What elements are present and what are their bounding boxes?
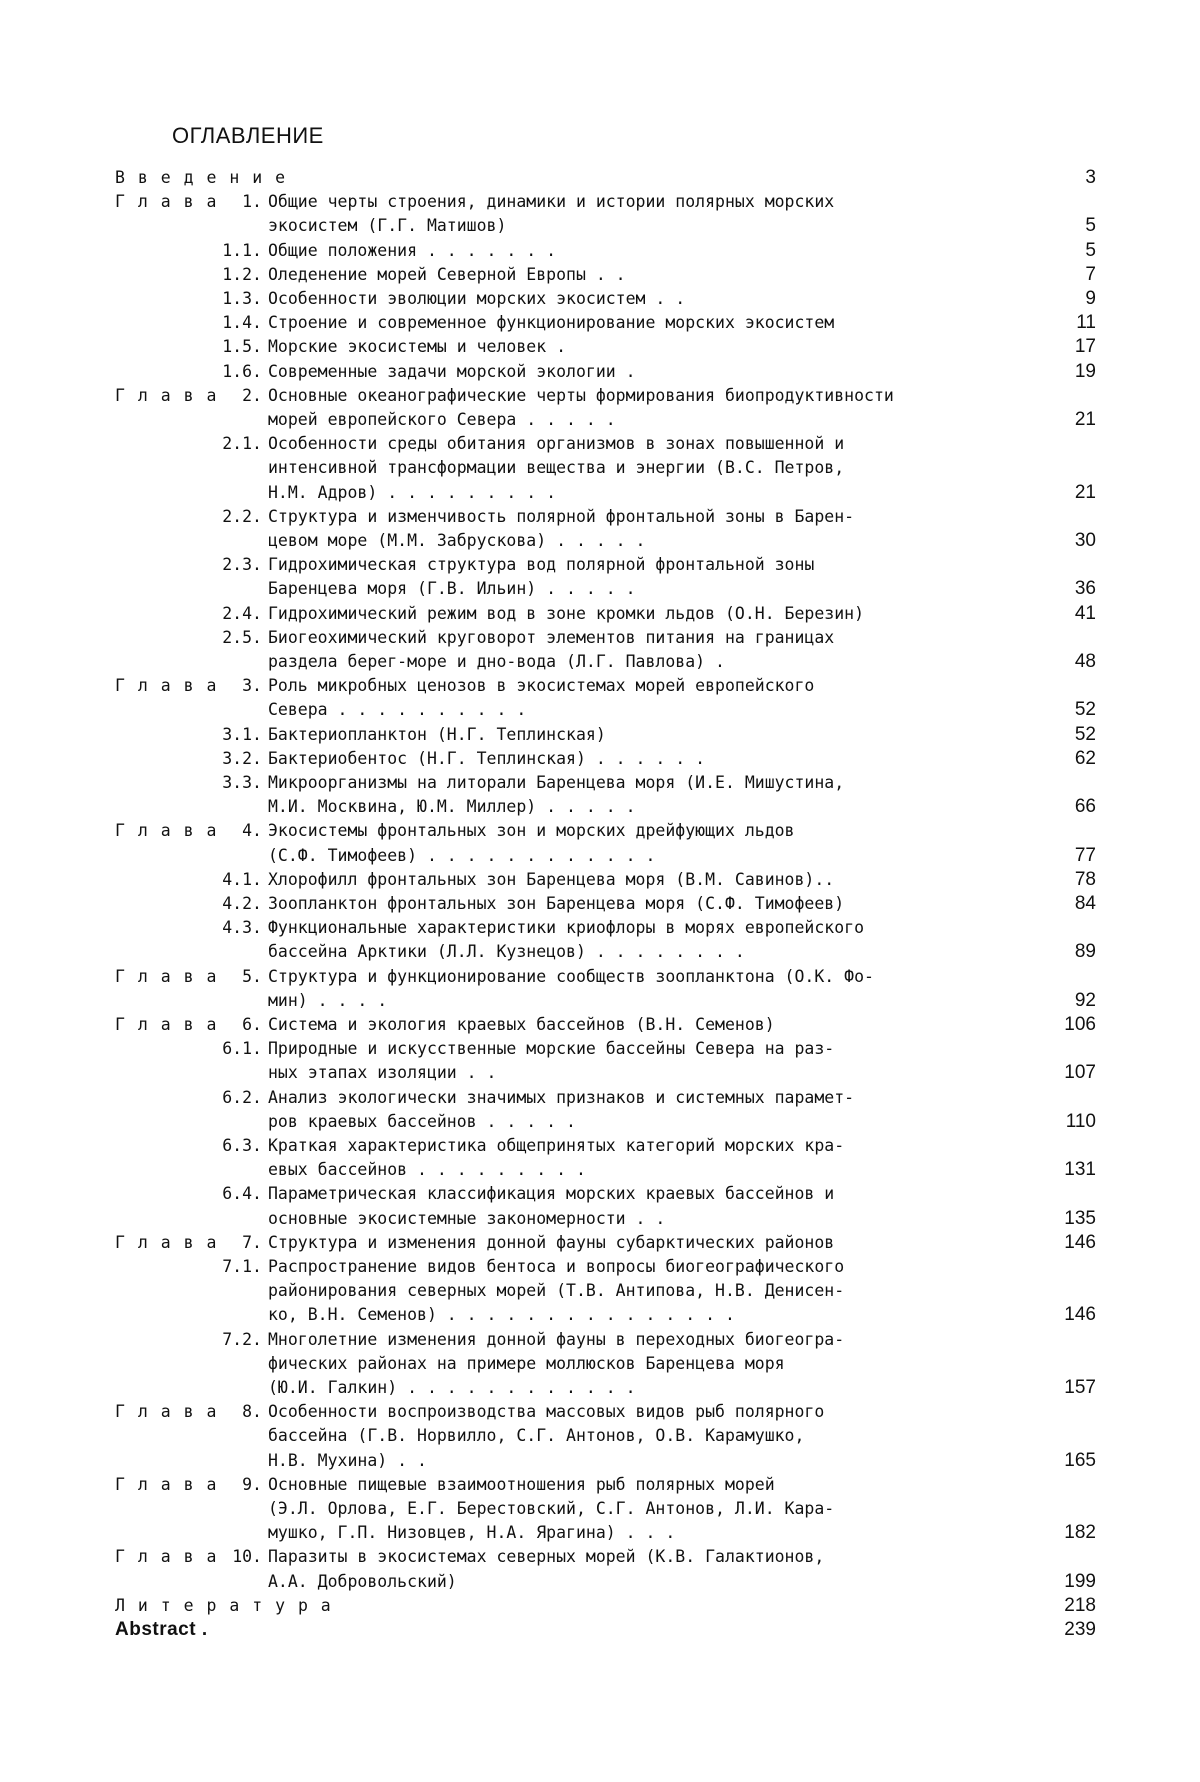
toc-line xyxy=(0,1424,1200,1448)
toc-entry-number: 2.4. xyxy=(222,603,262,623)
toc-entry-text: Система и экология краевых бассейнов (В.Н. Семенов) xyxy=(268,1015,775,1034)
toc-line xyxy=(0,1376,1200,1400)
toc-entry-page: 89 xyxy=(1074,941,1096,963)
toc-entry-number: 7.1. xyxy=(222,1257,262,1276)
toc-entry-page: 48 xyxy=(1074,651,1096,672)
toc-entry-text: Краткая характеристика общепринятых категорий морских кра- xyxy=(268,1136,845,1155)
toc-entry-number: 4.1. xyxy=(222,869,262,889)
toc-line xyxy=(0,1279,1200,1303)
toc-entry-page: 157 xyxy=(1064,1377,1096,1398)
toc-entry-page: 21 xyxy=(1074,409,1096,430)
toc-entry-text: Оледенение морей Северной Европы . . xyxy=(268,264,626,284)
toc-entry-text: цевом море (М.М. Забрускова) . . . . . xyxy=(268,531,646,550)
toc-line xyxy=(0,577,1200,601)
toc-entry-page: 146 xyxy=(1064,1304,1096,1326)
toc-entry-text: Распространение видов бентоса и вопросы биогеографического xyxy=(268,1257,845,1276)
toc-entry-text: Севера . . . . . . . . . . xyxy=(268,700,527,720)
toc-entry-text: Бактериобентос (Н.Г. Теплинская) . . . . . . xyxy=(268,748,706,768)
toc-entry-page: 199 xyxy=(1064,1570,1096,1592)
toc-entry-page: 52 xyxy=(1074,699,1096,721)
toc-entry-text: Природные и искусственные морские бассейны Севера на раз- xyxy=(268,1039,835,1059)
toc-entry-text: мин) . . . . xyxy=(268,990,388,1010)
toc-entry-page: 9 xyxy=(1085,288,1096,309)
toc-entry-number: 6. xyxy=(242,1015,262,1034)
toc-line xyxy=(0,456,1200,480)
toc-line xyxy=(0,1545,1200,1569)
toc-entry-text: Параметрическая классификация морских краевых бассейнов и xyxy=(268,1184,835,1204)
toc-entry-page: 239 xyxy=(1064,1619,1096,1640)
toc-entry-text: Строение и современное функционирование морских экосистем xyxy=(268,313,835,333)
toc-entry-text: интенсивной трансформации вещества и энергии (В.С. Петров, xyxy=(268,458,845,478)
toc-entry-number: 2.2. xyxy=(222,506,262,526)
toc-entry-text: Хлорофилл фронтальных зон Баренцева моря (В.М. Савинов).. xyxy=(268,869,835,889)
toc-entry-text: бассейна Арктики (Л.Л. Кузнецов) . . . . . . . . xyxy=(268,942,745,962)
toc-entry-number: 1.1. xyxy=(222,240,262,260)
toc-line xyxy=(0,287,1200,311)
toc-line xyxy=(0,529,1200,553)
toc-line xyxy=(0,795,1200,819)
toc-line xyxy=(0,1594,1200,1618)
toc-entry-page: 92 xyxy=(1074,989,1096,1011)
toc-line xyxy=(0,916,1200,940)
toc-entry-text: евых бассейнов . . . . . . . . . xyxy=(268,1160,586,1180)
toc-entry-number: 2. xyxy=(242,385,262,405)
toc-entry-number: 4.2. xyxy=(222,894,262,913)
toc-entry-number: 3.3. xyxy=(222,773,262,792)
toc-entry-page: 165 xyxy=(1064,1449,1096,1471)
toc-line xyxy=(0,1110,1200,1134)
toc-entry-text: Функциональные характеристики криофлоры в морях европейского xyxy=(268,918,865,938)
toc-entry-text: Н.М. Адров) . . . . . . . . . xyxy=(268,482,557,502)
toc-entry-number: 4.3. xyxy=(222,918,262,938)
toc-line xyxy=(0,892,1200,916)
toc-entry-number: 6.3. xyxy=(222,1136,262,1155)
toc-line xyxy=(0,1037,1200,1061)
toc-entry-label: Г л а в а xyxy=(115,1474,218,1494)
toc-entry-page: 107 xyxy=(1064,1062,1096,1084)
toc-line xyxy=(0,1303,1200,1327)
toc-line xyxy=(0,384,1200,408)
toc-entry-page: 5 xyxy=(1085,239,1096,261)
toc-entry-text: ных этапах изоляции . . xyxy=(268,1063,497,1083)
toc-line xyxy=(0,214,1200,238)
toc-line xyxy=(0,1207,1200,1231)
toc-entry-text: Общие положения . . . . . . . xyxy=(268,240,557,260)
toc-entry-text: Паразиты в экосистемах северных морей (К.В. Галактионов, xyxy=(268,1547,825,1567)
toc-entry-text: районирования северных морей (Т.В. Антипова, Н.В. Денисен- xyxy=(268,1281,845,1301)
toc-line xyxy=(0,360,1200,384)
toc-entry-number: 7.2. xyxy=(222,1329,262,1349)
toc-entry-text: Особенности среды обитания организмов в зонах повышенной и xyxy=(268,434,845,454)
toc-line xyxy=(0,408,1200,432)
toc-entry-number: 6.1. xyxy=(222,1039,262,1059)
toc-entry-text: Анализ экологически значимых признаков и системных парамет- xyxy=(268,1087,855,1107)
toc-entry-text: Основные океанографические черты формирования биопродуктивности xyxy=(268,385,894,405)
toc-entry-number: 2.3. xyxy=(222,555,262,575)
toc-entry-label: Г л а в а xyxy=(115,966,218,986)
toc-entry-page: 62 xyxy=(1074,747,1096,769)
toc-entry-text: морей европейского Севера . . . . . xyxy=(268,410,616,429)
toc-entry-text: (Ю.И. Галкин) . . . . . . . . . . . . xyxy=(268,1378,636,1397)
toc-entry-page: 218 xyxy=(1064,1594,1096,1616)
toc-line xyxy=(0,1521,1200,1545)
toc-line xyxy=(0,698,1200,722)
toc-entry-text: Основные пищевые взаимоотношения рыб полярных морей xyxy=(268,1474,775,1494)
toc-entry-number: 1. xyxy=(242,192,262,212)
toc-entry-page: 30 xyxy=(1074,530,1096,551)
toc-line xyxy=(0,771,1200,795)
toc-entry-page: 78 xyxy=(1074,868,1096,890)
toc-line xyxy=(0,263,1200,287)
toc-entry-label: Г л а в а xyxy=(115,1015,218,1034)
toc-line xyxy=(0,166,1200,190)
toc-entry-label: Г л а в а xyxy=(115,192,218,212)
toc-line xyxy=(0,1352,1200,1376)
toc-line xyxy=(0,626,1200,650)
toc-line xyxy=(0,1400,1200,1424)
toc-entry-text: бассейна (Г.В. Норвилло, С.Г. Антонов, О.В. Карамушко, xyxy=(268,1426,805,1446)
toc-entry-text: раздела берег-море и дно-вода (Л.Г. Павлова) . xyxy=(268,652,725,671)
toc-line xyxy=(0,1086,1200,1110)
toc-entry-text: Общие черты строения, динамики и истории полярных морских xyxy=(268,192,835,212)
toc-entry-number: 8. xyxy=(242,1402,262,1422)
toc-line xyxy=(0,432,1200,456)
toc-line xyxy=(0,819,1200,843)
toc-entry-number: 6.4. xyxy=(222,1184,262,1204)
toc-entry-text: Гидрохимическая структура вод полярной фронтальной зоны xyxy=(268,555,815,575)
toc-entry-text: экосистем (Г.Г. Матишов) xyxy=(268,216,507,236)
toc-line xyxy=(0,553,1200,577)
toc-entry-number: 1.6. xyxy=(222,361,262,381)
toc-line xyxy=(0,868,1200,892)
toc-entry-number: 10. xyxy=(232,1547,262,1567)
toc-entry-page: 7 xyxy=(1085,263,1096,285)
toc-entry-text: фических районах на примере моллюсков Баренцева моря xyxy=(268,1353,785,1373)
toc-entry-text: Бактериопланктон (Н.Г. Теплинская) xyxy=(268,724,606,744)
toc-entry-text: ко, В.Н. Семенов) . . . . . . . . . . . . . . . xyxy=(268,1305,735,1325)
toc-entry-text: Структура и изменения донной фауны субарктических районов xyxy=(268,1232,835,1252)
toc-entry-number: 6.2. xyxy=(222,1087,262,1107)
toc-line xyxy=(0,747,1200,771)
toc-entry-number: 1.2. xyxy=(222,264,262,284)
toc-entry-text: Зоопланктон фронтальных зон Баренцева моря (С.Ф. Тимофеев) xyxy=(268,894,845,913)
toc-entry-page: 135 xyxy=(1064,1207,1096,1229)
toc-entry-text: основные экосистемные закономерности . . xyxy=(268,1208,666,1228)
toc-entry-label: Л и т е р а т у р а xyxy=(115,1595,333,1615)
toc-entry-number: 4. xyxy=(242,821,262,841)
toc-entry-text: Многолетние изменения донной фауны в переходных биогеогра- xyxy=(268,1329,845,1349)
toc-entry-number: 2.5. xyxy=(222,627,262,647)
toc-entry-text: А.А. Добровольский) xyxy=(268,1571,457,1591)
toc-entry-text: (С.Ф. Тимофеев) . . . . . . . . . . . . xyxy=(268,845,656,865)
toc-line xyxy=(0,723,1200,747)
toc-entry-page: 77 xyxy=(1074,844,1096,866)
toc-line xyxy=(0,1182,1200,1206)
toc-entry-page: 5 xyxy=(1085,215,1096,237)
toc-entry-label: В в е д е н и е xyxy=(115,168,287,187)
toc-entry-text: Биогеохимический круговорот элементов питания на границах xyxy=(268,627,835,647)
toc-entry-text: (Э.Л. Орлова, Е.Г. Берестовский, С.Г. Антонов, Л.И. Кара- xyxy=(268,1499,835,1518)
toc-entry-label: Г л а в а xyxy=(115,1232,218,1252)
toc-entry-label: Г л а в а xyxy=(115,1402,218,1422)
toc-line xyxy=(0,505,1200,529)
toc-entry-page: 146 xyxy=(1064,1231,1096,1253)
toc-entry-number: 7. xyxy=(242,1232,262,1252)
toc-line xyxy=(0,989,1200,1013)
toc-entry-number: 3.2. xyxy=(222,748,262,768)
toc-entry-page: 21 xyxy=(1074,481,1096,503)
toc-entry-number: 3.1. xyxy=(222,724,262,744)
toc-line xyxy=(0,602,1200,626)
toc-entry-text: Структура и функционирование сообществ зоопланктона (О.К. Фо- xyxy=(268,966,874,986)
toc-line xyxy=(0,1231,1200,1255)
toc-line xyxy=(0,1449,1200,1473)
toc-entry-page: 182 xyxy=(1064,1522,1096,1544)
toc-title: ОГЛАВЛЕНИЕ xyxy=(172,123,324,148)
toc-line xyxy=(0,844,1200,868)
toc-entry-page: 3 xyxy=(1085,167,1096,188)
toc-line xyxy=(0,481,1200,505)
toc-entry-text: Гидрохимический режим вод в зоне кромки льдов (О.Н. Березин) xyxy=(268,603,865,623)
toc-entry-number: 1.4. xyxy=(222,313,262,333)
toc-entry-page: 17 xyxy=(1074,336,1096,358)
toc-entry-page: 36 xyxy=(1074,578,1096,600)
toc-entry-page: 52 xyxy=(1074,723,1096,745)
toc-entry-page: 84 xyxy=(1074,893,1096,914)
toc-entry-number: 3. xyxy=(242,676,262,696)
toc-entry-number: 2.1. xyxy=(222,434,262,454)
toc-entry-text: Особенности воспроизводства массовых видов рыб полярного xyxy=(268,1402,825,1422)
toc-entry-page: 110 xyxy=(1065,1110,1096,1132)
toc-entry-page: 131 xyxy=(1064,1159,1096,1181)
toc-entry-label: Г л а в а xyxy=(115,385,218,405)
toc-line xyxy=(0,650,1200,674)
toc-line xyxy=(0,940,1200,964)
toc-entry-page: 106 xyxy=(1064,1014,1096,1035)
toc-entry-label: Abstract . xyxy=(115,1619,208,1640)
toc-line xyxy=(0,1328,1200,1352)
toc-entry-page: 66 xyxy=(1074,796,1096,818)
toc-entry-text: Морские экосистемы и человек . xyxy=(268,337,567,357)
toc-line xyxy=(0,1497,1200,1521)
toc-entry-label: Г л а в а xyxy=(115,1547,218,1567)
toc-line xyxy=(0,335,1200,359)
toc-entry-page: 41 xyxy=(1074,602,1096,624)
toc-entry-label: Г л а в а xyxy=(115,676,218,696)
toc-line xyxy=(0,1158,1200,1182)
toc-line xyxy=(0,1134,1200,1158)
toc-line xyxy=(0,239,1200,263)
toc-entry-number: 1.5. xyxy=(222,337,262,357)
toc-entry-text: Микроорганизмы на литорали Баренцева моря (И.Е. Мишустина, xyxy=(268,773,845,792)
toc-line xyxy=(0,1013,1200,1037)
toc-entry-number: 9. xyxy=(242,1474,262,1494)
toc-entry-text: Структура и изменчивость полярной фронтальной зоны в Барен- xyxy=(268,506,855,526)
toc-entry-number: 1.3. xyxy=(222,289,262,308)
toc-line xyxy=(0,190,1200,214)
toc-line xyxy=(0,674,1200,698)
toc-entry-number: 5. xyxy=(242,966,262,986)
toc-line xyxy=(0,311,1200,335)
toc-entry-page: 11 xyxy=(1076,312,1096,334)
toc-entry-text: Особенности эволюции морских экосистем . . xyxy=(268,289,686,308)
toc-entry-page: 19 xyxy=(1074,360,1096,382)
toc-entry-text: Экосистемы фронтальных зон и морских дрейфующих льдов xyxy=(268,821,795,841)
toc-entry-label: Г л а в а xyxy=(115,821,218,841)
toc-line xyxy=(0,1473,1200,1497)
toc-entry-text: М.И. Москвина, Ю.М. Миллер) . . . . . xyxy=(268,797,636,817)
toc-entry-text: Н.В. Мухина) . . xyxy=(268,1450,427,1470)
toc-entry-text: мушко, Г.П. Низовцев, Н.А. Ярагина) . . . xyxy=(268,1523,676,1543)
toc-line xyxy=(0,1570,1200,1594)
toc-line xyxy=(0,965,1200,989)
toc-line xyxy=(0,1618,1200,1642)
toc-line xyxy=(0,1255,1200,1279)
toc-entry-text: Роль микробных ценозов в экосистемах морей европейского xyxy=(268,676,815,696)
toc-line xyxy=(0,1061,1200,1085)
toc-entry-text: ров краевых бассейнов . . . . . xyxy=(268,1111,576,1131)
toc-entry-text: Современные задачи морской экологии . xyxy=(268,361,636,381)
toc-entry-text: Баренцева моря (Г.В. Ильин) . . . . . xyxy=(268,579,636,599)
